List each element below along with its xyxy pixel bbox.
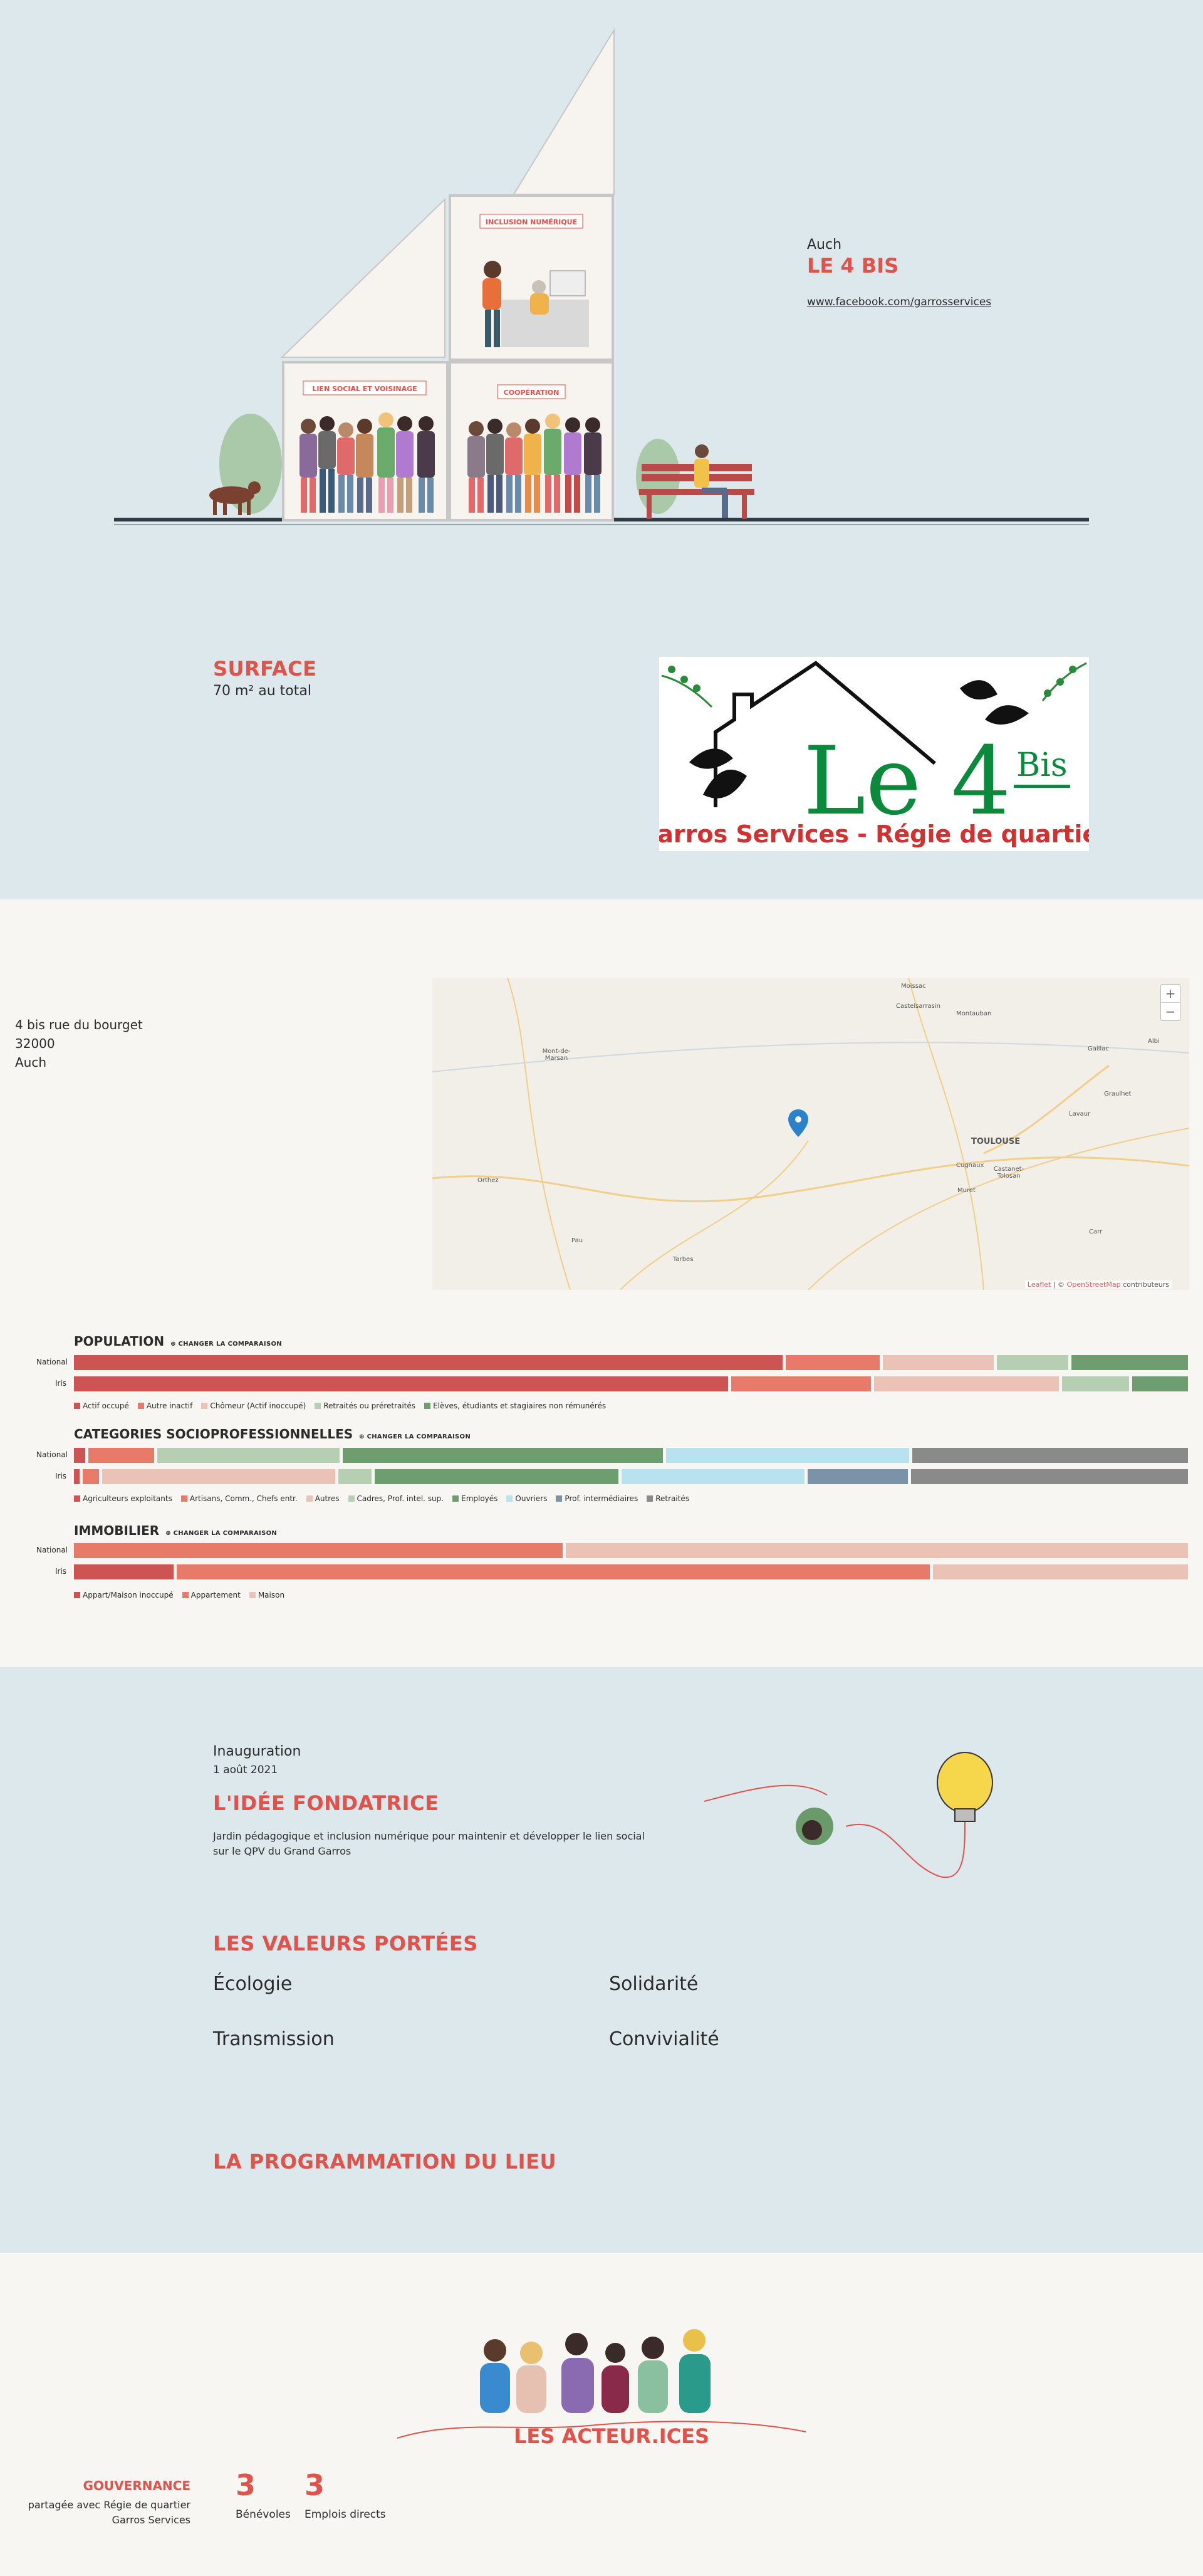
logo-sup: Bis	[1016, 746, 1068, 784]
bar-segment	[1132, 1376, 1188, 1391]
site-name: LE 4 BIS	[807, 254, 899, 278]
legend-swatch	[424, 1403, 430, 1409]
bar-segment	[102, 1469, 335, 1484]
emplois-label: Emplois directs	[305, 2508, 386, 2521]
map-town: Carr	[1089, 1228, 1103, 1235]
map-town: Pau	[571, 1237, 583, 1244]
bar-segment	[808, 1469, 907, 1484]
legend-item: Retraités	[647, 1494, 689, 1503]
csp-title	[74, 1427, 471, 1442]
map-town: Gaillac	[1088, 1045, 1109, 1052]
map-town: Castanet-Tolosan	[993, 1166, 1024, 1180]
values-title: LES VALEURS PORTÉES	[213, 1932, 478, 1956]
legend-swatch	[452, 1495, 459, 1502]
bar-segment	[622, 1469, 805, 1484]
benevoles-label: Bénévoles	[236, 2508, 291, 2521]
map[interactable]	[432, 978, 1189, 1290]
idea-title: L'IDÉE FONDATRICE	[213, 1791, 439, 1815]
row-label-iris: Iris	[55, 1379, 67, 1388]
map-town: Graulhet	[1104, 1091, 1132, 1097]
room-label-cooperation: COOPÉRATION	[503, 389, 560, 397]
legend-swatch	[348, 1495, 355, 1502]
row-label-iris: Iris	[55, 1472, 67, 1480]
osm-link[interactable]: OpenStreetMap	[1066, 1280, 1121, 1289]
leaflet-link[interactable]: Leaflet	[1027, 1280, 1051, 1289]
legend-item: Agriculteurs exploitants	[74, 1494, 172, 1503]
bar-segment	[74, 1543, 563, 1558]
map-zoom-control	[1160, 984, 1180, 1021]
map-town: Tarbes	[673, 1256, 694, 1263]
value-convivialite: Convivialité	[609, 2028, 719, 2050]
legend-swatch	[74, 1592, 80, 1598]
governance-title: GOUVERNANCE	[83, 2478, 190, 2493]
bar-segment	[157, 1448, 340, 1463]
bar-segment	[74, 1376, 728, 1391]
address-street: 4 bis rue du bourget	[15, 1017, 143, 1032]
bar-segment	[912, 1448, 1188, 1463]
legend-swatch	[181, 1495, 187, 1502]
room-label-lien-social: LIEN SOCIAL ET VOISINAGE	[312, 385, 417, 393]
bar-segment	[911, 1469, 1188, 1484]
house-illustration	[107, 25, 1096, 539]
row-label-national: National	[36, 1546, 68, 1554]
bar-segment	[375, 1469, 618, 1484]
attribution-suffix: contributeurs	[1120, 1280, 1169, 1289]
bar-segment	[74, 1564, 174, 1579]
row-label-national: National	[36, 1358, 68, 1366]
map-town: Orthez	[477, 1177, 499, 1184]
surface-title: SURFACE	[213, 657, 317, 681]
legend-swatch	[647, 1495, 653, 1502]
legend-swatch	[556, 1495, 562, 1502]
legend-item: Ouvriers	[506, 1494, 547, 1503]
bar-segment	[883, 1355, 994, 1370]
immobilier-bar-national	[74, 1543, 1188, 1558]
room-label-inclusion: INCLUSION NUMÉRIQUE	[485, 218, 578, 226]
surface-value: 70 m² au total	[213, 683, 311, 699]
legend-swatch	[74, 1495, 80, 1502]
facebook-link[interactable]: www.facebook.com/garrosservices	[807, 296, 992, 308]
population-legend	[74, 1401, 606, 1410]
legend-swatch	[306, 1495, 313, 1502]
benevoles-count: 3	[236, 2468, 256, 2502]
bar-segment	[74, 1448, 85, 1463]
population-bar-iris	[74, 1376, 1188, 1391]
legend-item: Maison	[249, 1591, 284, 1600]
value-transmission: Transmission	[213, 2028, 335, 2050]
inauguration-date: 1 août 2021	[213, 1764, 278, 1776]
programmation-title: LA PROGRAMMATION DU LIEU	[213, 2150, 556, 2174]
map-pin-icon[interactable]	[788, 1109, 808, 1137]
map-town: Lavaur	[1069, 1111, 1091, 1118]
bar-segment	[177, 1564, 930, 1579]
legend-swatch	[506, 1495, 513, 1502]
zoom-out-button[interactable]: −	[1161, 1002, 1180, 1020]
partner-logo	[659, 657, 1089, 851]
legend-item: Prof. intermédiaires	[556, 1494, 638, 1503]
bar-segment	[666, 1448, 909, 1463]
value-solidarite: Solidarité	[609, 1973, 699, 1995]
bar-segment	[343, 1448, 663, 1463]
bar-segment	[338, 1469, 372, 1484]
population-bar-national	[74, 1355, 1188, 1370]
idea-text: Jardin pédagogique et inclusion numérique pour maintenir et développer le lien social sur le QPV du Grand Garros	[213, 1830, 645, 1857]
bar-segment	[88, 1448, 155, 1463]
legend-item: Artisans, Comm., Chefs entr.	[181, 1494, 298, 1503]
immobilier-legend	[74, 1591, 284, 1600]
population-title	[74, 1334, 282, 1349]
emplois-count: 3	[305, 2468, 325, 2502]
legend-item: Chômeur (Actif inoccupé)	[201, 1401, 306, 1410]
legend-swatch	[74, 1403, 80, 1409]
logo-subtitle: Garros Services - Régie de quartier	[659, 820, 1089, 848]
immobilier-bar-iris	[74, 1564, 1188, 1579]
population-title-text: POPULATION	[74, 1334, 165, 1349]
bar-segment	[786, 1355, 880, 1370]
legend-item: Employés	[452, 1494, 497, 1503]
legend-item: Actif occupé	[74, 1401, 129, 1410]
attribution-separator: | ©	[1051, 1280, 1067, 1289]
bar-segment	[74, 1355, 783, 1370]
city-name: Auch	[807, 237, 842, 253]
bar-segment	[933, 1564, 1188, 1579]
bar-segment	[874, 1376, 1058, 1391]
map-town: Montauban	[956, 1010, 992, 1017]
legend-item: Appartement	[182, 1591, 241, 1600]
csp-bar-iris	[74, 1469, 1188, 1484]
row-label-iris: Iris	[55, 1567, 67, 1576]
map-town: Albi	[1148, 1038, 1160, 1045]
immobilier-change-button[interactable]: ⊕ CHANGER LA COMPARAISON	[165, 1530, 278, 1537]
zoom-in-button[interactable]: +	[1165, 986, 1176, 1001]
legend-item: Appart/Maison inoccupé	[74, 1591, 174, 1600]
immobilier-title	[74, 1523, 277, 1538]
legend-swatch	[138, 1403, 144, 1409]
hero-section	[0, 0, 1203, 899]
actors-title: LES ACTEUR.ICES	[514, 2424, 710, 2448]
legend-swatch	[201, 1403, 207, 1409]
legend-item: Elèves, étudiants et stagiaires non rémunérés	[424, 1401, 606, 1410]
map-town: Moissac	[901, 983, 926, 990]
bar-segment	[997, 1355, 1069, 1370]
legend-item: Autre inactif	[138, 1401, 193, 1410]
value-ecologie: Écologie	[213, 1973, 293, 1995]
bar-segment	[1071, 1355, 1188, 1370]
lightbulb-illustration-icon	[702, 1739, 1002, 1889]
map-town: Cugnaux	[956, 1162, 984, 1169]
map-town: TOULOUSE	[971, 1137, 1021, 1146]
population-change-button[interactable]: ⊕ CHANGER LA COMPARAISON	[170, 1341, 282, 1348]
csp-title-text: CATEGORIES SOCIOPROFESSIONNELLES	[74, 1427, 353, 1442]
map-town: Mont-de-Marsan	[542, 1048, 571, 1062]
bar-segment	[74, 1469, 80, 1484]
map-attribution	[1025, 1280, 1172, 1289]
immobilier-title-text: IMMOBILIER	[74, 1523, 160, 1538]
legend-item: Autres	[306, 1494, 340, 1503]
legend-item: Cadres, Prof. intel. sup.	[348, 1494, 444, 1503]
legend-swatch	[182, 1592, 189, 1598]
csp-change-button[interactable]: ⊕ CHANGER LA COMPARAISON	[359, 1433, 471, 1440]
legend-swatch	[315, 1403, 321, 1409]
inauguration-label: Inauguration	[213, 1744, 301, 1759]
csp-legend	[74, 1494, 689, 1503]
bar-segment	[731, 1376, 871, 1391]
legend-swatch	[249, 1592, 256, 1598]
legend-item: Retraités ou préretraités	[315, 1401, 415, 1410]
bar-segment	[83, 1469, 100, 1484]
address	[15, 1015, 143, 1072]
house-logo-icon	[659, 657, 1089, 851]
address-city: Auch	[15, 1055, 47, 1070]
bar-segment	[566, 1543, 1188, 1558]
csp-bar-national	[74, 1448, 1188, 1463]
row-label-national: National	[36, 1450, 68, 1459]
map-town: Muret	[957, 1187, 976, 1194]
address-postcode: 32000	[15, 1036, 55, 1051]
idea-section	[0, 1667, 1203, 2253]
map-tiles	[432, 978, 1189, 1290]
map-town: Castelsarrasin	[896, 1003, 941, 1010]
logo-title: Le 4	[803, 727, 1011, 836]
governance-text: partagée avec Régie de quartier Garros Services	[28, 2499, 190, 2526]
bar-segment	[1062, 1376, 1129, 1391]
